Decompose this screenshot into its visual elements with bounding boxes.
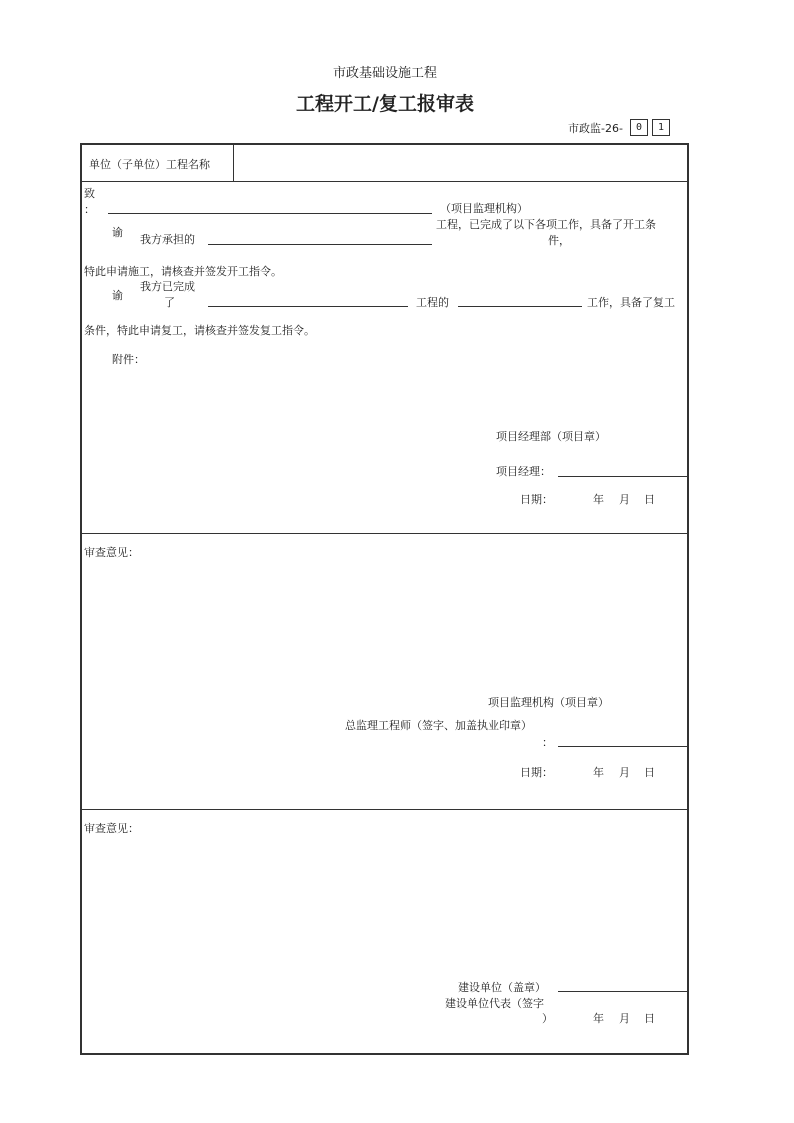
owner-rep-label-line2: ） (542, 1012, 553, 1025)
request-start-text: 特此申请施工，请核查并签发开工指令。 (84, 265, 282, 278)
supervision-org-note: （项目监理机构） (440, 202, 528, 215)
to-colon: ： (84, 203, 95, 216)
day-label-3: 日 (644, 1012, 655, 1025)
row-divider-2 (80, 533, 689, 534)
completed-text-line2: 件， (548, 234, 570, 247)
we-undertook-label: 我方承担的 (140, 233, 195, 246)
work-item-blank[interactable] (458, 306, 582, 307)
chief-engineer-label-line2: ： (542, 736, 553, 749)
row-divider-1 (80, 181, 689, 182)
request-restart-text: 条件，特此申请复工，请核查并签发复工指令。 (84, 324, 315, 337)
document-title: 工程开工/复工报审表 (296, 93, 474, 115)
month-label-1: 月 (619, 493, 630, 506)
table-border-bottom (80, 1053, 689, 1055)
day-label-2: 日 (644, 766, 655, 779)
table-border-left (80, 143, 82, 1055)
unit-cell-divider (233, 143, 234, 181)
project-name-blank[interactable] (208, 244, 432, 245)
year-label-3: 年 (593, 1012, 604, 1025)
date-label-1: 日期： (520, 493, 553, 506)
month-label-2: 月 (619, 766, 630, 779)
supervision-org-seal: 项目监理机构（项目章） (488, 696, 609, 709)
chief-engineer-signature-blank[interactable] (558, 746, 688, 747)
pm-label: 项目经理： (496, 465, 551, 478)
to-label: 致 (84, 187, 95, 200)
yu-label-1: 谕 (112, 226, 123, 239)
year-label-2: 年 (593, 766, 604, 779)
yu-label-2: 谕 (112, 289, 123, 302)
owner-opinion-label: 审查意见： (84, 822, 139, 835)
form-code-prefix: 市政监-26- (568, 122, 623, 135)
table-border-right (687, 143, 689, 1055)
completed-project-blank[interactable] (208, 306, 408, 307)
pm-signature-blank[interactable] (558, 476, 688, 477)
day-label-1: 日 (644, 493, 655, 506)
month-label-3: 月 (619, 1012, 630, 1025)
we-completed-line1: 我方已完成 (140, 280, 195, 293)
form-code-digit-1: 0 (630, 119, 648, 136)
supervisor-opinion-label: 审查意见： (84, 546, 139, 559)
row-divider-3 (80, 809, 689, 810)
unit-name-label: 单位（子单位）工程名称 (89, 158, 210, 171)
owner-seal-blank[interactable] (558, 991, 688, 992)
date-label-2: 日期： (520, 766, 553, 779)
form-code-digit-2: 1 (652, 119, 670, 136)
we-completed-line2: 了 (164, 296, 175, 309)
document-subtitle: 市政基础设施工程 (332, 66, 437, 81)
owner-rep-label-line1: 建设单位代表（签字 (445, 997, 544, 1010)
attachment-label: 附件： (112, 353, 145, 366)
completed-text-line1: 工程，已完成了以下各项工作，具备了开工条 (436, 218, 656, 231)
pm-dept-seal: 项目经理部（项目章） (496, 430, 606, 443)
table-border-top (80, 143, 689, 145)
year-label-1: 年 (593, 493, 604, 506)
work-ready-restart-text: 工作，具备了复工 (587, 296, 675, 309)
owner-unit-seal: 建设单位（盖章） (458, 981, 546, 994)
chief-engineer-label-line1: 总监理工程师（签字、加盖执业印章） (345, 719, 532, 732)
project-of-label: 工程的 (416, 296, 449, 309)
supervision-org-blank[interactable] (108, 213, 432, 214)
